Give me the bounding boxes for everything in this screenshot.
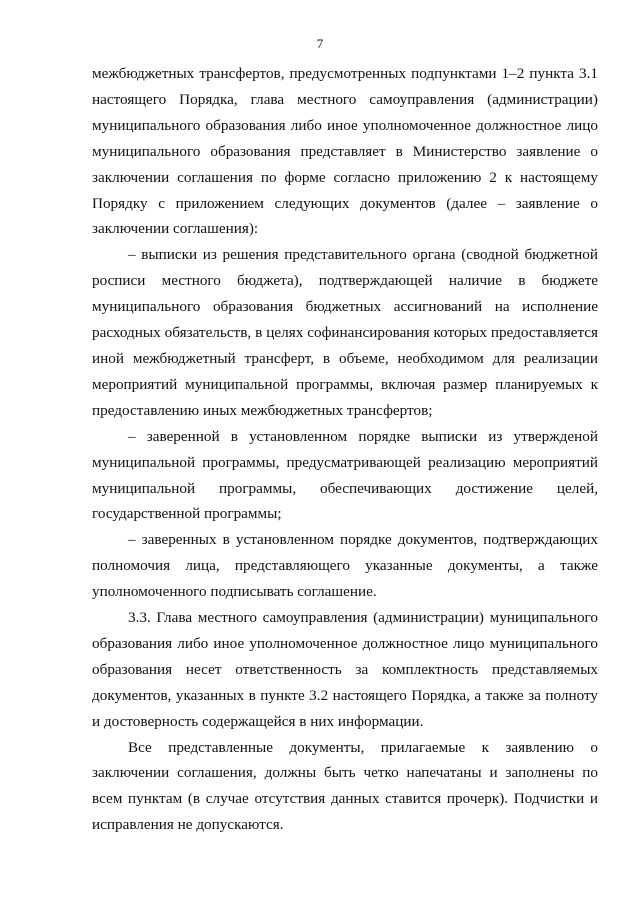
page-number: 7 [316, 36, 324, 51]
paragraph-continuation: межбюджетных трансфертов, предусмотренных подпунктами 1–2 пункта 3.1 настоящего Порядка, глава местного самоуправления (администрации) муниципального образования либо иное уполномоченное должностное лицо муниципального образования представляет в Министерство заявление о заключении соглашения по форме согласно приложению 2 к настоящему Порядку с приложением следующих документов (далее – заявление о заключении соглашения): [92, 65, 598, 238]
paragraph-documents-requirements: Все представленные документы, прилагаемые к заявлению о заключении соглашения, должны быть четко напечатаны и заполнены по всем пунктам (в случае отсутствия данных ставится прочерк). Подчистки и исправления не допускаются. [92, 738, 598, 834]
paragraph-budget-extract: – выписки из решения представительного органа (сводной бюджетной росписи местного бюджета), подтверждающей наличие в бюджете муниципального образования бюджетных ассигнований на исполнение расходных обязательств, в целях софинансирования которых предоставляется иной межбюджетный трансферт, в объеме, необходимом для реализации мероприятий муниципальной программы, включая размер планируемых к предоставлению иных межбюджетных трансфертов; [92, 246, 598, 419]
document-body [92, 61, 598, 838]
paragraph-program-extract: – заверенной в установленном порядке выписки из утвержденой муниципальной программы, предусматривающей реализацию мероприятий муниципальной программы, обеспечивающих достижение целей, государственной программы; [92, 427, 598, 523]
paragraph-section-3-3: 3.3. Глава местного самоуправления (администрации) муниципального образования либо иное уполномоченное должностное лицо муниципального образования несет ответственность за комплектность представляемых документов, указанных в пункте 3.2 настоящего Порядка, а также за полноту и достоверность содержащейся в них информации. [92, 609, 598, 730]
paragraph-authority-documents: – заверенных в установленном порядке документов, подтверждающих полномочия лица, представляющего указанные документы, а также уполномоченного подписывать соглашение. [92, 531, 598, 601]
